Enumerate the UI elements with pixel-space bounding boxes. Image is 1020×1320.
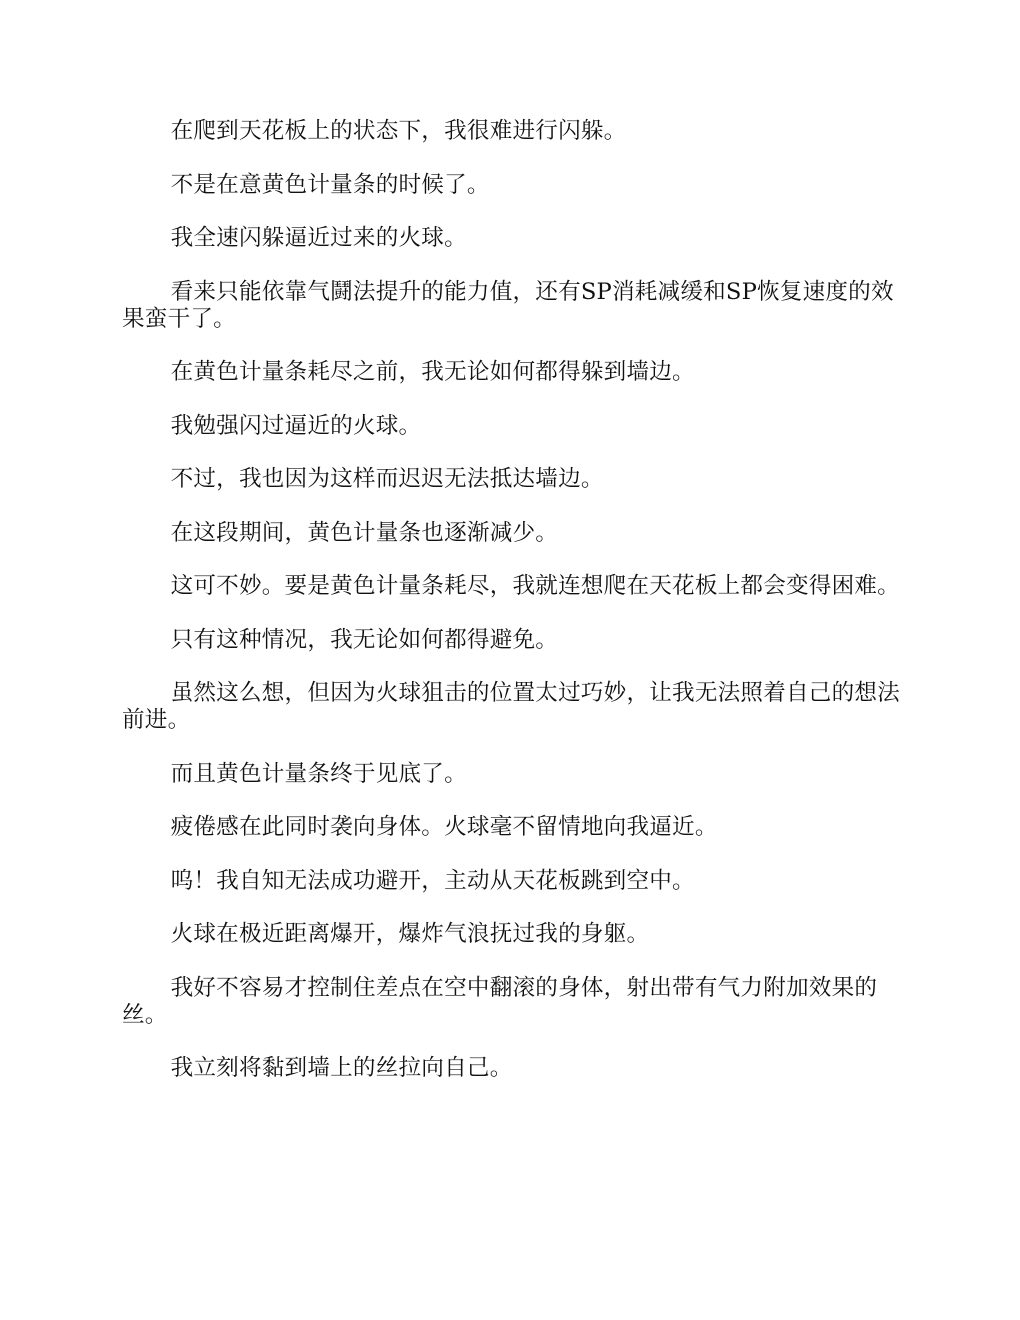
paragraph: 在这段期间，黄色计量条也逐渐减少。 bbox=[170, 519, 559, 546]
paragraph: 我全速闪躲逼近过来的火球。 bbox=[170, 225, 467, 251]
paragraph: 呜！我自知无法成功避开，主动从天花板跳到空中。 bbox=[170, 867, 695, 894]
paragraph: 这可不妙。要是黄色计量条耗尽，我就连想爬在天花板上都会变得困难。 bbox=[170, 573, 900, 599]
paragraph: 火球在极近距离爆开，爆炸气浪抚过我的身躯。 bbox=[170, 921, 650, 947]
paragraph: 我立刻将黏到墙上的丝拉向自己。 bbox=[170, 1055, 513, 1081]
paragraph: 疲倦感在此同时袭向身体。火球毫不留情地向我逼近。 bbox=[170, 814, 718, 840]
paragraph: 在黄色计量条耗尽之前，我无论如何都得躲到墙边。 bbox=[170, 359, 695, 385]
paragraph: 我勉强闪过逼近的火球。 bbox=[170, 412, 422, 439]
paragraph: 在爬到天花板上的状态下，我很难进行闪躲。 bbox=[170, 118, 627, 144]
paragraph: 虽然这么想，但因为火球狙击的位置太过巧妙，让我无法照着自己的想法前进。 bbox=[122, 680, 900, 733]
paragraph: 我好不容易才控制住差点在空中翻滚的身体，射出带有气力附加效果的丝。 bbox=[122, 974, 878, 1028]
paragraph: 而且黄色计量条终于见底了。 bbox=[170, 760, 467, 787]
paragraph: 看来只能依靠气鬪法提升的能力值，还有SP消耗减缓和SP恢复速度的效果蛮干了。 bbox=[122, 278, 894, 332]
paragraph: 只有这种情况，我无论如何都得避免。 bbox=[170, 626, 559, 653]
paragraph: 不过，我也因为这样而迟迟无法抵达墙边。 bbox=[170, 466, 604, 492]
document-body bbox=[122, 118, 900, 1109]
paragraph: 不是在意黄色计量条的时候了。 bbox=[170, 171, 490, 198]
